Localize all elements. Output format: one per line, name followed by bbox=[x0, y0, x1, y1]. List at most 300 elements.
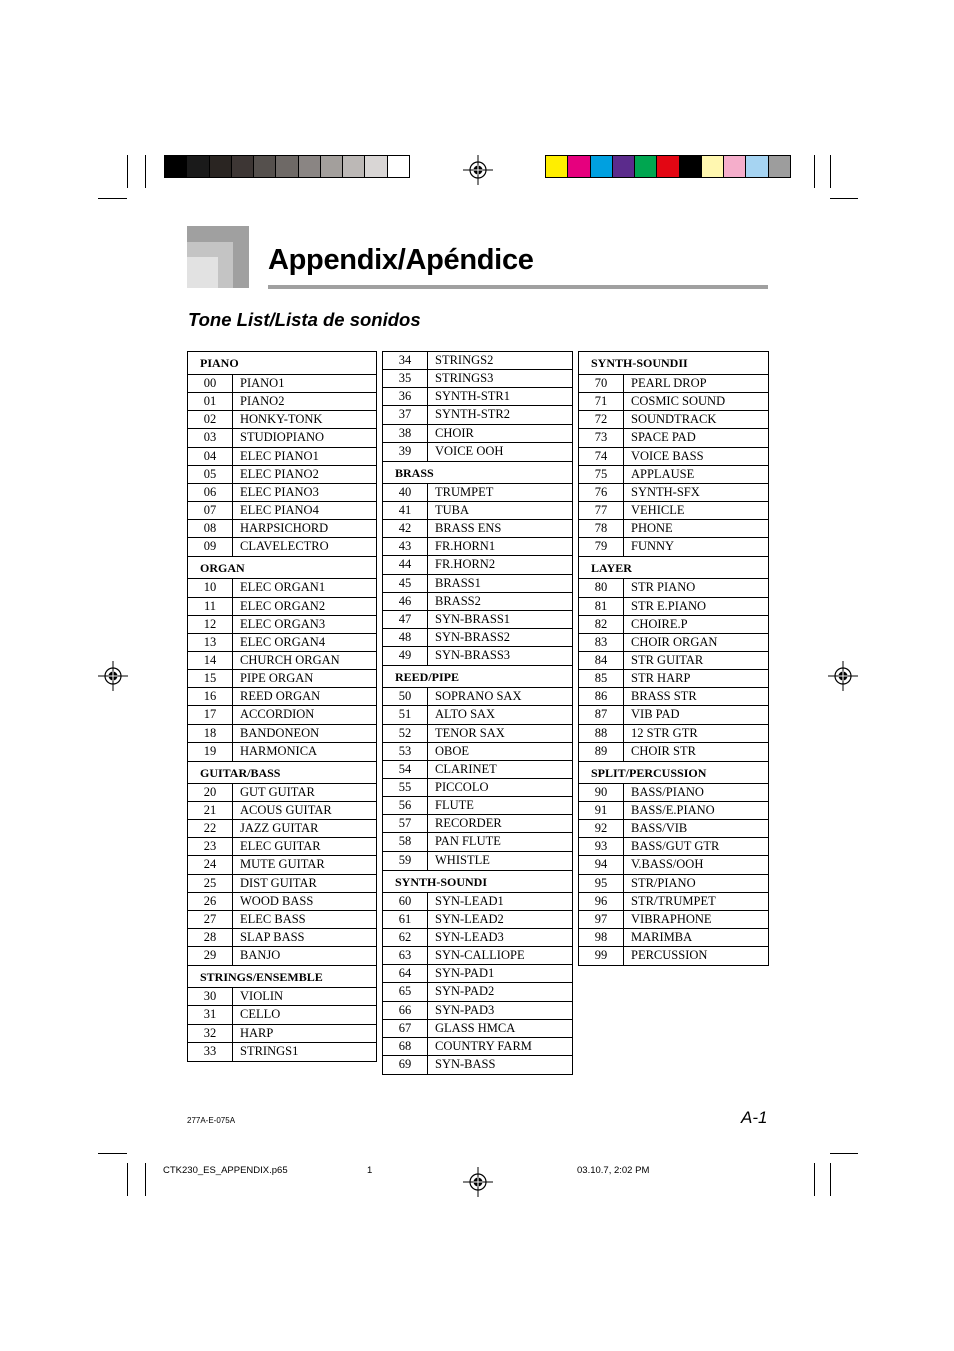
tone-number: 64 bbox=[383, 965, 428, 982]
tone-row bbox=[383, 425, 572, 443]
tone-row bbox=[383, 911, 572, 929]
tone-row bbox=[383, 706, 572, 724]
tone-row bbox=[383, 443, 572, 461]
tone-number: 16 bbox=[188, 688, 233, 705]
tone-number: 83 bbox=[579, 634, 624, 651]
tone-number: 04 bbox=[188, 448, 233, 465]
crop-mark bbox=[145, 1163, 146, 1196]
tone-name: COSMIC SOUND bbox=[631, 394, 726, 409]
tone-row bbox=[579, 802, 768, 820]
tone-row bbox=[383, 743, 572, 761]
tone-name: CLARINET bbox=[435, 761, 497, 776]
tone-name: PHONE bbox=[631, 521, 673, 536]
tone-row bbox=[188, 393, 376, 411]
tone-name: ELEC PIANO4 bbox=[240, 502, 319, 517]
tone-row bbox=[579, 911, 768, 929]
tone-name: BASS/GUT GTR bbox=[631, 839, 720, 854]
tone-number: 20 bbox=[188, 784, 233, 801]
section-header: LAYER bbox=[579, 556, 768, 579]
tone-number: 63 bbox=[383, 947, 428, 964]
color-swatch bbox=[165, 156, 187, 177]
tone-row bbox=[579, 893, 768, 911]
tone-number: 09 bbox=[188, 538, 233, 556]
color-swatch bbox=[299, 156, 321, 177]
tone-name: HARPSICHORD bbox=[240, 521, 329, 536]
tone-row bbox=[188, 893, 376, 911]
tone-row bbox=[383, 575, 572, 593]
tone-name: BRASS STR bbox=[631, 689, 697, 704]
tone-number: 05 bbox=[188, 466, 233, 483]
tone-number: 54 bbox=[383, 761, 428, 778]
registration-mark-icon bbox=[463, 1167, 493, 1197]
tone-name: SYNTH-SFX bbox=[631, 484, 700, 499]
tone-number: 79 bbox=[579, 538, 624, 556]
tone-row bbox=[383, 929, 572, 947]
tone-number: 10 bbox=[188, 579, 233, 596]
tone-row bbox=[188, 947, 376, 965]
crop-mark bbox=[830, 198, 858, 199]
tone-row bbox=[383, 538, 572, 556]
tone-name: STR E.PIANO bbox=[631, 598, 707, 613]
document-code: 277A-E-075A bbox=[187, 1116, 236, 1125]
tone-name: V.BASS/OOH bbox=[631, 857, 704, 872]
color-swatch bbox=[591, 156, 613, 177]
tone-name: ELEC BASS bbox=[240, 911, 306, 926]
tone-number: 71 bbox=[579, 393, 624, 410]
color-swatch bbox=[746, 156, 768, 177]
tone-row bbox=[579, 448, 768, 466]
tone-row bbox=[383, 852, 572, 870]
tone-row bbox=[383, 688, 572, 706]
tone-name: HARMONICA bbox=[240, 743, 318, 758]
tone-name: STUDIOPIANO bbox=[240, 430, 325, 445]
tone-name: CHURCH ORGAN bbox=[240, 652, 340, 667]
tone-number: 52 bbox=[383, 725, 428, 742]
tone-number: 72 bbox=[579, 411, 624, 428]
tone-name: FR.HORN1 bbox=[435, 539, 496, 554]
tone-row bbox=[383, 833, 572, 851]
tone-number: 44 bbox=[383, 556, 428, 573]
tone-row bbox=[579, 688, 768, 706]
color-swatch bbox=[769, 156, 790, 177]
tone-row bbox=[188, 634, 376, 652]
tone-row bbox=[188, 598, 376, 616]
crop-mark bbox=[830, 1153, 858, 1154]
tone-name: FLUTE bbox=[435, 798, 474, 813]
tone-number: 59 bbox=[383, 852, 428, 870]
tone-row bbox=[383, 502, 572, 520]
tone-number: 40 bbox=[383, 484, 428, 501]
tone-number: 94 bbox=[579, 856, 624, 873]
tone-name: VOICE OOH bbox=[435, 443, 504, 458]
tone-number: 25 bbox=[188, 875, 233, 892]
tone-name: STR/PIANO bbox=[631, 875, 696, 890]
tone-row bbox=[188, 706, 376, 724]
color-swatch bbox=[680, 156, 702, 177]
tone-number: 39 bbox=[383, 443, 428, 461]
tone-name: CHOIR ORGAN bbox=[631, 634, 718, 649]
page-number: A-1 bbox=[741, 1108, 768, 1127]
tone-number: 98 bbox=[579, 929, 624, 946]
tone-table-column-3 bbox=[578, 351, 769, 966]
tone-number: 07 bbox=[188, 502, 233, 519]
tone-number: 18 bbox=[188, 725, 233, 742]
tone-number: 21 bbox=[188, 802, 233, 819]
tone-row bbox=[383, 352, 572, 370]
tone-name: PIANO2 bbox=[240, 394, 285, 409]
color-swatch bbox=[276, 156, 298, 177]
tone-number: 62 bbox=[383, 929, 428, 946]
tone-name: SYN-LEAD3 bbox=[435, 929, 504, 944]
tone-row bbox=[383, 1056, 572, 1074]
tone-number: 47 bbox=[383, 611, 428, 628]
tone-number: 19 bbox=[188, 743, 233, 761]
tone-number: 28 bbox=[188, 929, 233, 946]
tone-number: 14 bbox=[188, 652, 233, 669]
tone-row bbox=[188, 743, 376, 761]
tone-name: SPACE PAD bbox=[631, 430, 696, 445]
tone-name: SOUNDTRACK bbox=[631, 412, 717, 427]
tone-number: 06 bbox=[188, 484, 233, 501]
color-swatch bbox=[232, 156, 254, 177]
tone-row bbox=[188, 538, 376, 556]
tone-row bbox=[383, 965, 572, 983]
tone-row bbox=[579, 820, 768, 838]
tone-name: ELEC ORGAN2 bbox=[240, 598, 326, 613]
tone-name: TENOR SAX bbox=[435, 725, 505, 740]
tone-name: SYN-PAD3 bbox=[435, 1002, 495, 1017]
tone-row bbox=[383, 761, 572, 779]
tone-name: MUTE GUITAR bbox=[240, 857, 325, 872]
tone-name: COUNTRY FARM bbox=[435, 1038, 532, 1053]
tone-row bbox=[383, 593, 572, 611]
tone-number: 90 bbox=[579, 784, 624, 801]
color-swatch bbox=[613, 156, 635, 177]
tone-name: STRINGS2 bbox=[435, 353, 494, 367]
tone-number: 91 bbox=[579, 802, 624, 819]
tone-row bbox=[579, 670, 768, 688]
tone-name: ELEC PIANO2 bbox=[240, 466, 319, 481]
section-header: SPLIT/PERCUSSION bbox=[579, 761, 768, 784]
tone-name: ELEC ORGAN1 bbox=[240, 580, 326, 595]
tone-name: STRINGS3 bbox=[435, 371, 494, 386]
tone-row bbox=[579, 393, 768, 411]
tone-name: ELEC ORGAN4 bbox=[240, 634, 326, 649]
tone-name: WHISTLE bbox=[435, 852, 490, 867]
tone-name: SYN-CALLIOPE bbox=[435, 948, 525, 963]
tone-row bbox=[579, 579, 768, 597]
tone-name: BANDONEON bbox=[240, 725, 320, 740]
tone-name: BASS/VIB bbox=[631, 821, 688, 836]
color-swatch bbox=[365, 156, 387, 177]
tone-name: STRINGS1 bbox=[240, 1043, 299, 1058]
tone-table-column-2 bbox=[382, 351, 573, 1075]
crop-mark bbox=[127, 155, 128, 188]
tone-name: VEHICLE bbox=[631, 502, 685, 517]
gray-scale-bar bbox=[164, 155, 410, 178]
tone-number: 89 bbox=[579, 743, 624, 761]
color-swatch bbox=[254, 156, 276, 177]
tone-row bbox=[579, 538, 768, 556]
tone-name: GLASS HMCA bbox=[435, 1020, 516, 1035]
tone-row bbox=[579, 466, 768, 484]
tone-name: GUT GUITAR bbox=[240, 784, 315, 799]
tone-number: 73 bbox=[579, 429, 624, 446]
tone-row bbox=[383, 1002, 572, 1020]
tone-row bbox=[188, 856, 376, 874]
tone-number: 65 bbox=[383, 983, 428, 1000]
color-swatch bbox=[568, 156, 590, 177]
tone-number: 68 bbox=[383, 1038, 428, 1055]
section-header: PIANO bbox=[188, 352, 376, 375]
tone-number: 96 bbox=[579, 893, 624, 910]
tone-name: PICCOLO bbox=[435, 779, 489, 794]
tone-number: 57 bbox=[383, 815, 428, 832]
tone-name: FUNNY bbox=[631, 539, 675, 554]
color-swatch bbox=[321, 156, 343, 177]
tone-name: BRASS1 bbox=[435, 575, 481, 590]
tone-name: VIOLIN bbox=[240, 989, 284, 1004]
tone-number: 13 bbox=[188, 634, 233, 651]
tone-row bbox=[383, 1020, 572, 1038]
tone-row bbox=[188, 670, 376, 688]
tone-row bbox=[383, 815, 572, 833]
tone-number: 60 bbox=[383, 893, 428, 910]
tone-row bbox=[579, 375, 768, 393]
tone-number: 84 bbox=[579, 652, 624, 669]
tone-number: 38 bbox=[383, 425, 428, 442]
tone-name: TRUMPET bbox=[435, 484, 494, 499]
tone-name: ELEC ORGAN3 bbox=[240, 616, 326, 631]
tone-number: 42 bbox=[383, 520, 428, 537]
section-header: BRASS bbox=[383, 461, 572, 484]
tone-number: 33 bbox=[188, 1043, 233, 1061]
tone-number: 80 bbox=[579, 579, 624, 596]
tone-row bbox=[188, 1006, 376, 1024]
crop-mark bbox=[98, 1153, 127, 1154]
tone-name: HONKY-TONK bbox=[240, 412, 323, 427]
tone-number: 77 bbox=[579, 502, 624, 519]
tone-name: VIB PAD bbox=[631, 707, 680, 722]
tone-name: RECORDER bbox=[435, 816, 502, 831]
tone-name: CELLO bbox=[240, 1007, 281, 1022]
tone-name: CLAVELECTRO bbox=[240, 539, 329, 554]
tone-row bbox=[579, 652, 768, 670]
tone-row bbox=[579, 784, 768, 802]
tone-number: 69 bbox=[383, 1056, 428, 1074]
tone-name: HARP bbox=[240, 1025, 274, 1040]
tone-name: SYN-LEAD1 bbox=[435, 893, 504, 908]
tone-name: DIST GUITAR bbox=[240, 875, 317, 890]
tone-number: 41 bbox=[383, 502, 428, 519]
tone-number: 27 bbox=[188, 911, 233, 928]
tone-name: ALTO SAX bbox=[435, 707, 496, 722]
tone-row bbox=[188, 911, 376, 929]
tone-number: 02 bbox=[188, 411, 233, 428]
tone-number: 78 bbox=[579, 520, 624, 537]
color-swatch bbox=[724, 156, 746, 177]
tone-number: 01 bbox=[188, 393, 233, 410]
crop-mark bbox=[98, 198, 127, 199]
tone-name: STR HARP bbox=[631, 671, 691, 686]
section-marker-icon bbox=[187, 226, 249, 288]
tone-row bbox=[188, 725, 376, 743]
color-swatch bbox=[657, 156, 679, 177]
tone-row bbox=[188, 875, 376, 893]
tone-name: CHOIR bbox=[435, 425, 474, 440]
tone-number: 93 bbox=[579, 838, 624, 855]
tone-row bbox=[188, 411, 376, 429]
tone-number: 55 bbox=[383, 779, 428, 796]
sheet-number: 1 bbox=[367, 1165, 373, 1176]
registration-mark-icon bbox=[828, 661, 858, 691]
tone-row bbox=[383, 520, 572, 538]
tone-number: 31 bbox=[188, 1006, 233, 1023]
tone-row bbox=[383, 647, 572, 665]
tone-number: 35 bbox=[383, 370, 428, 387]
tone-row bbox=[188, 1043, 376, 1061]
tone-name: SYN-BRASS1 bbox=[435, 611, 511, 626]
tone-name: SYN-BRASS2 bbox=[435, 629, 511, 644]
tone-row bbox=[188, 429, 376, 447]
tone-row bbox=[383, 629, 572, 647]
tone-number: 81 bbox=[579, 598, 624, 615]
tone-number: 58 bbox=[383, 833, 428, 850]
tone-name: SYN-PAD1 bbox=[435, 966, 495, 981]
tone-number: 95 bbox=[579, 875, 624, 892]
tone-name: STR/TRUMPET bbox=[631, 893, 716, 908]
tone-number: 56 bbox=[383, 797, 428, 814]
tone-name: SYN-BASS bbox=[435, 1056, 496, 1071]
tone-number: 43 bbox=[383, 538, 428, 555]
tone-row bbox=[383, 893, 572, 911]
title-underline bbox=[268, 285, 768, 289]
tone-row bbox=[188, 988, 376, 1006]
tone-number: 12 bbox=[188, 616, 233, 633]
tone-number: 17 bbox=[188, 706, 233, 723]
crop-mark bbox=[814, 1163, 815, 1196]
tone-row bbox=[383, 725, 572, 743]
section-header: ORGAN bbox=[188, 556, 376, 579]
crop-mark bbox=[127, 1163, 128, 1196]
tone-row bbox=[579, 929, 768, 947]
tone-number: 48 bbox=[383, 629, 428, 646]
tone-row bbox=[579, 429, 768, 447]
tone-name: APPLAUSE bbox=[631, 466, 695, 481]
section-header: STRINGS/ENSEMBLE bbox=[188, 965, 376, 988]
tone-row bbox=[579, 706, 768, 724]
tone-name: BASS/E.PIANO bbox=[631, 802, 715, 817]
tone-number: 82 bbox=[579, 616, 624, 633]
color-scale-bar bbox=[545, 155, 791, 178]
tone-row bbox=[579, 856, 768, 874]
color-swatch bbox=[343, 156, 365, 177]
tone-number: 34 bbox=[383, 352, 428, 369]
section-header: SYNTH-SOUNDI bbox=[383, 870, 572, 893]
tone-number: 29 bbox=[188, 947, 233, 965]
tone-name: PIPE ORGAN bbox=[240, 671, 314, 686]
tone-name: VOICE BASS bbox=[631, 448, 704, 463]
tone-name: PEARL DROP bbox=[631, 376, 707, 390]
tone-number: 30 bbox=[188, 988, 233, 1005]
tone-number: 88 bbox=[579, 725, 624, 742]
tone-row bbox=[188, 929, 376, 947]
tone-number: 66 bbox=[383, 1002, 428, 1019]
tone-number: 15 bbox=[188, 670, 233, 687]
tone-name: ELEC GUITAR bbox=[240, 839, 321, 854]
crop-mark bbox=[814, 155, 815, 188]
tone-name: CHOIRE.P bbox=[631, 616, 688, 631]
tone-number: 99 bbox=[579, 947, 624, 965]
print-timestamp: 03.10.7, 2:02 PM bbox=[577, 1165, 650, 1176]
tone-name: FR.HORN2 bbox=[435, 557, 496, 572]
tone-number: 26 bbox=[188, 893, 233, 910]
tone-name: STR PIANO bbox=[631, 580, 696, 595]
tone-row bbox=[188, 1025, 376, 1043]
tone-name: ELEC PIANO3 bbox=[240, 484, 319, 499]
tone-row bbox=[383, 611, 572, 629]
tone-row bbox=[579, 411, 768, 429]
tone-number: 75 bbox=[579, 466, 624, 483]
crop-mark bbox=[830, 155, 831, 188]
tone-table-column-1 bbox=[187, 351, 377, 1062]
tone-row bbox=[188, 802, 376, 820]
tone-number: 92 bbox=[579, 820, 624, 837]
tone-row bbox=[188, 484, 376, 502]
tone-name: PIANO1 bbox=[240, 376, 285, 390]
tone-number: 61 bbox=[383, 911, 428, 928]
tone-number: 03 bbox=[188, 429, 233, 446]
tone-number: 49 bbox=[383, 647, 428, 665]
tone-row bbox=[383, 556, 572, 574]
tone-row bbox=[188, 448, 376, 466]
tone-row bbox=[579, 743, 768, 761]
tone-number: 45 bbox=[383, 575, 428, 592]
color-swatch bbox=[702, 156, 724, 177]
tone-number: 08 bbox=[188, 520, 233, 537]
tone-name: TUBA bbox=[435, 502, 470, 517]
crop-mark bbox=[830, 1163, 831, 1196]
tone-number: 85 bbox=[579, 670, 624, 687]
section-header: GUITAR/BASS bbox=[188, 761, 376, 784]
tone-number: 51 bbox=[383, 706, 428, 723]
tone-row bbox=[579, 502, 768, 520]
tone-name: MARIMBA bbox=[631, 929, 693, 944]
tone-row bbox=[383, 1038, 572, 1056]
tone-row bbox=[579, 725, 768, 743]
tone-row bbox=[188, 579, 376, 597]
tone-row bbox=[383, 406, 572, 424]
tone-row bbox=[383, 797, 572, 815]
tone-row bbox=[579, 875, 768, 893]
tone-name: PERCUSSION bbox=[631, 948, 708, 963]
tone-number: 22 bbox=[188, 820, 233, 837]
tone-number: 24 bbox=[188, 856, 233, 873]
tone-name: ELEC PIANO1 bbox=[240, 448, 319, 463]
color-swatch bbox=[210, 156, 232, 177]
color-swatch bbox=[635, 156, 657, 177]
tone-row bbox=[579, 598, 768, 616]
tone-name: WOOD BASS bbox=[240, 893, 314, 908]
tone-number: 00 bbox=[188, 375, 233, 392]
tone-name: VIBRAPHONE bbox=[631, 911, 712, 926]
tone-row bbox=[188, 652, 376, 670]
tone-row bbox=[188, 466, 376, 484]
tone-number: 23 bbox=[188, 838, 233, 855]
tone-row bbox=[579, 520, 768, 538]
tone-number: 50 bbox=[383, 688, 428, 705]
tone-row bbox=[579, 484, 768, 502]
